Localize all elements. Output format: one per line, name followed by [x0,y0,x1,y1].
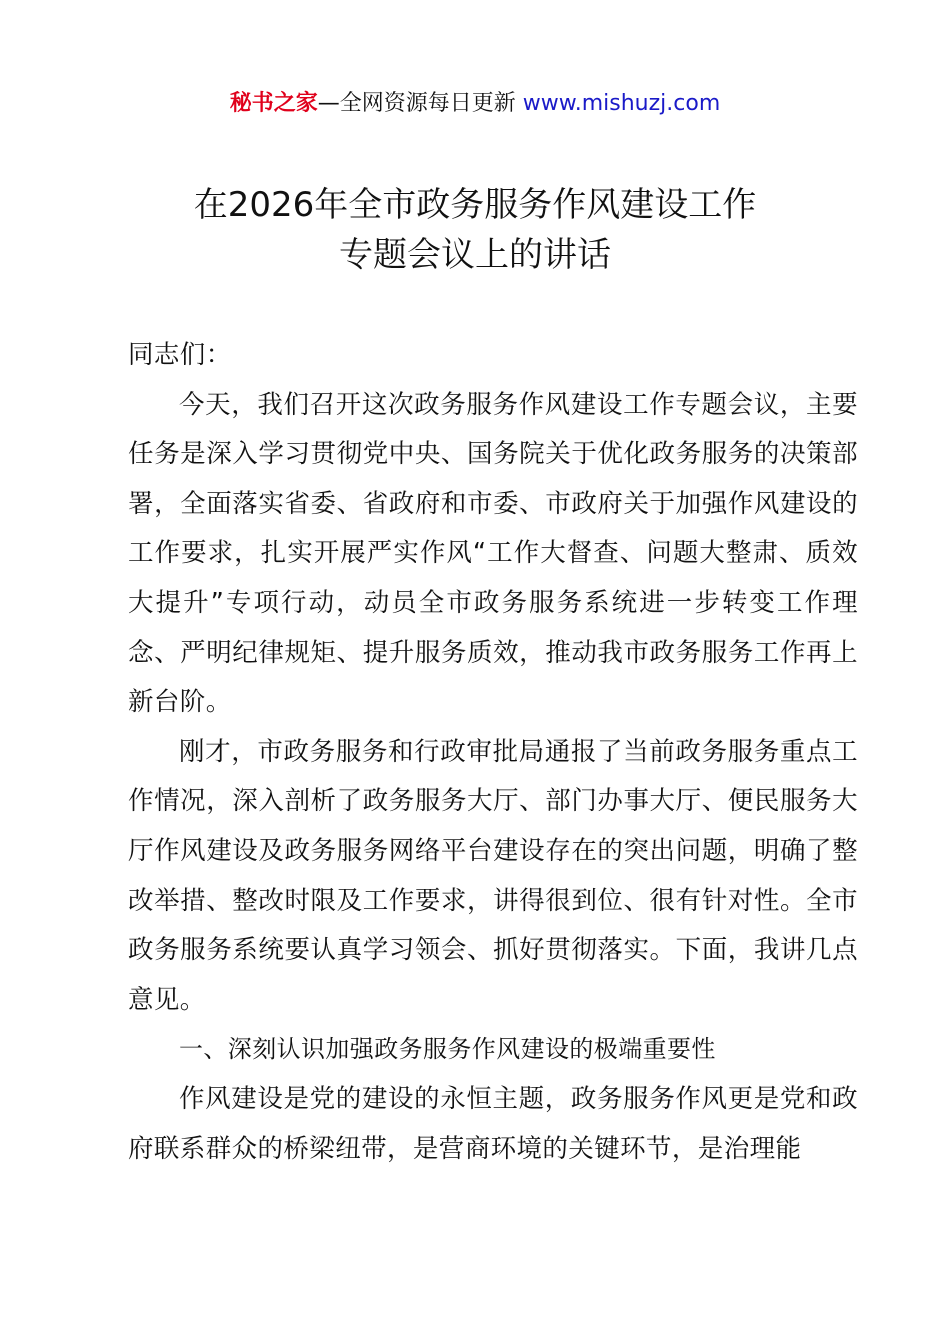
document-title [0,180,950,280]
salutation: 同志们： [128,340,232,370]
section-heading-1: 一、深刻认识加强政务服务作风建设的极端重要性 [179,1035,716,1064]
header-tagline: —全网资源每日更新 [317,91,516,116]
title-line-2: 专题会议上的讲话 [339,235,611,275]
document-body [128,331,858,1174]
brand-name: 秘书之家 [229,91,318,116]
paragraph-3: 作风建设是党的建设的永恒主题，政务服务作风更是党和政府联系群众的桥梁纽带，是营商环境的关键环节，是治理能 [128,1083,858,1164]
paragraph-2: 刚才，市政务服务和行政审批局通报了当前政务服务重点工作情况，深入剖析了政务服务大厅、部门办事大厅、便民服务大厅作风建设及政务服务网络平台建设存在的突出问题，明确了整改举措、整改时限及工作要求，讲得很到位、很有针对性。全市政务服务系统要认真学习领会、抓好贯彻落实。下面，我讲几点意见。 [128,736,858,1015]
title-line-1: 在2026年全市政务服务作风建设工作 [193,185,757,225]
site-url-link[interactable]: www.mishuzj.com [522,91,721,116]
paragraph-1: 今天，我们召开这次政务服务作风建设工作专题会议，主要任务是深入学习贯彻党中央、国务院关于优化政务服务的决策部署，全面落实省委、省政府和市委、市政府关于加强作风建设的工作要求，扎实开展严实作风“工作大督查、问题大整肃、质效大提升”专项行动，动员全市政务服务系统进一步转变工作理念、严明纪律规矩、提升服务质效，推动我市政务服务工作再上新台阶。 [128,389,858,718]
site-header [0,88,950,120]
